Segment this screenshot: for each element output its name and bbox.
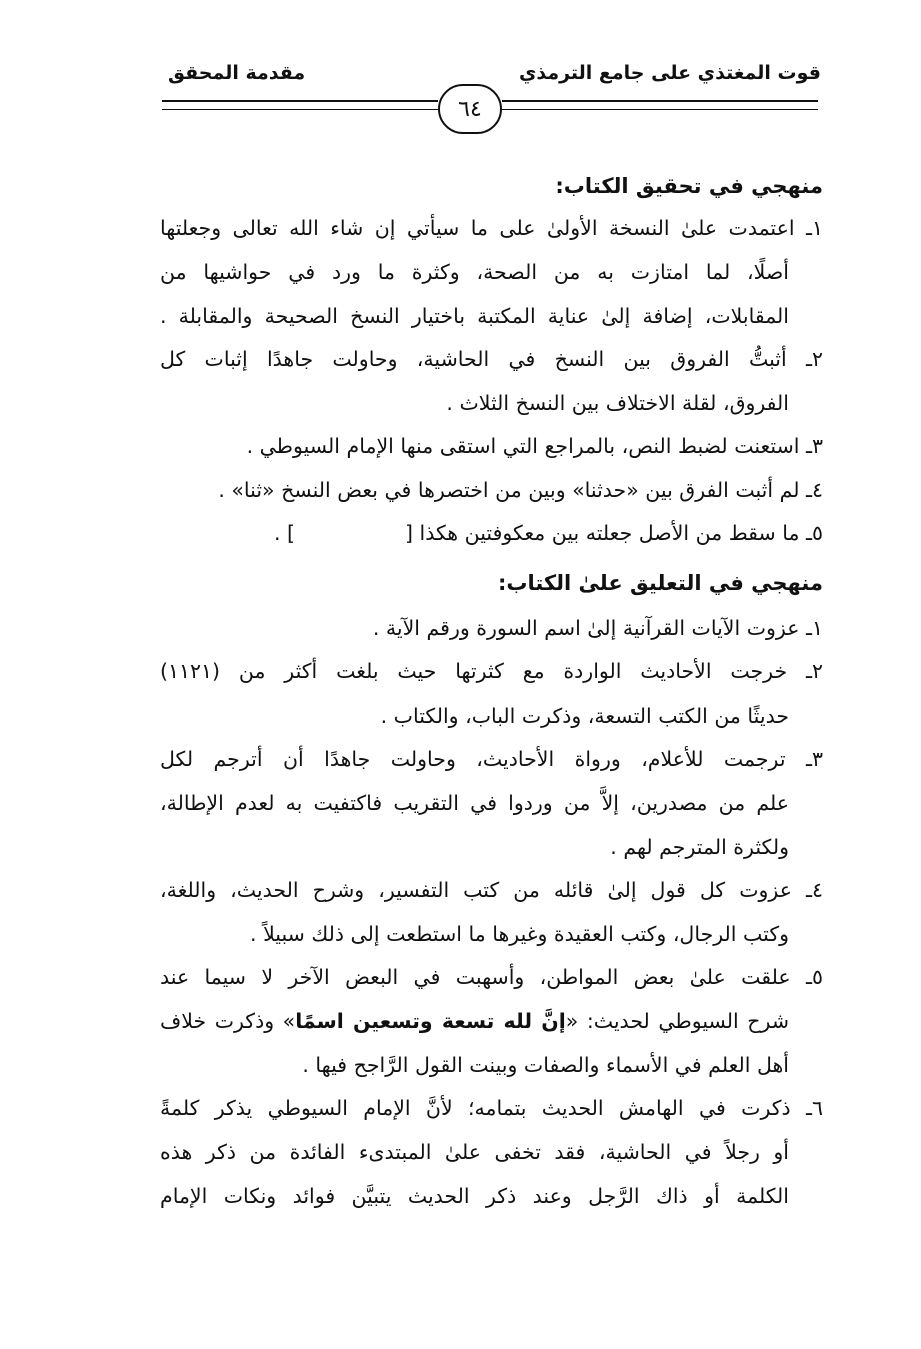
- bracket-line-end: ] .: [273, 521, 296, 545]
- hadith-outro: » وذكرت خلاف: [160, 1009, 296, 1033]
- paragraph-line: ٥ـ علقت علىٰ بعض المواطن، وأسهبت في البعض الآخر لا سيما عند: [160, 965, 823, 989]
- paragraph-line: أو رجلاً في الحاشية، فقد تخفى علىٰ المبتدىء الفائدة من ذكر هذه: [160, 1140, 789, 1164]
- paragraph-line: أصلًا، لما امتازت به من الصحة، وكثرة ما ورد في حواشيها من: [160, 260, 789, 284]
- section-heading-verification: منهجي في تحقيق الكتاب:: [555, 174, 823, 198]
- hadith-intro: شرح السيوطي لحديث: «: [565, 1009, 790, 1033]
- paragraph-line: ٢ـ أثبتُّ الفروق بين النسخ في الحاشية، وحاولت جاهدًا إثبات كل: [160, 347, 823, 371]
- page-number: ٦٤: [438, 84, 502, 134]
- paragraph-line: ٤ـ عزوت كل قول إلىٰ قائله من كتب التفسير، وشرح الحديث، واللغة،: [160, 878, 823, 902]
- header-rule-left-top: [162, 100, 438, 102]
- paragraph-line: ٦ـ ذكرت في الهامش الحديث بتمامه؛ لأنَّ الإمام السيوطي يذكر كلمةً: [160, 1096, 823, 1120]
- section-heading-commentary: منهجي في التعليق علىٰ الكتاب:: [497, 571, 823, 595]
- paragraph-line: حديثًا من الكتب التسعة، وذكرت الباب، والكتاب .: [380, 704, 789, 728]
- paragraph-line: المقابلات، إضافة إلىٰ عناية المكتبة باختيار النسخ الصحيحة والمقابلة .: [160, 304, 789, 328]
- bracket-line-text: ٥ـ ما سقط من الأصل جعلته بين معكوفتين هكذا [: [405, 521, 823, 545]
- paragraph-line-hadith: [160, 1005, 789, 1037]
- paragraph-line: [160, 517, 823, 549]
- paragraph-line: ولكثرة المترجم لهم .: [610, 835, 789, 859]
- paragraph-line: ٣ـ ترجمت للأعلام، ورواة الأحاديث، وحاولت جاهدًا أن أترجم لكل: [160, 747, 823, 771]
- hadith-quote: إنَّ لله تسعة وتسعين اسمًا: [295, 1009, 566, 1033]
- paragraph-line: علم من مصدرين، إلاَّ من وردوا في التقريب فاكتفيت به لعدم الإطالة،: [160, 791, 789, 815]
- paragraph-line: ١ـ عزوت الآيات القرآنية إلىٰ اسم السورة ورقم الآية .: [372, 616, 823, 640]
- paragraph-line: الفروق، لقلة الاختلاف بين النسخ الثلاث .: [446, 391, 789, 415]
- running-head-section-title: مقدمة المحقق: [168, 62, 306, 84]
- header-rule-right-bottom: [502, 109, 818, 110]
- running-head-book-title: قوت المغتذي على جامع الترمذي: [518, 62, 821, 84]
- paragraph-line: أهل العلم في الأسماء والصفات وبينت القول الرَّاجح فيها .: [302, 1053, 789, 1077]
- header-rule-left-bottom: [162, 109, 438, 110]
- paragraph-line: ٤ـ لم أثبت الفرق بين «حدثنا» وبين من اختصرها في بعض النسخ «ثنا» .: [218, 478, 823, 502]
- paragraph-line: ٢ـ خرجت الأحاديث الواردة مع كثرتها حيث بلغت أكثر من (١١٢١): [160, 659, 823, 683]
- paragraph-line: وكتب الرجال، وكتب العقيدة وغيرها ما استطعت إلى ذلك سبيلاً .: [250, 922, 789, 946]
- header-rule-right-top: [502, 100, 818, 102]
- paragraph-line: الكلمة أو ذاك الرَّجل وعند ذكر الحديث يتبيَّن فوائد ونكات الإمام: [160, 1184, 789, 1208]
- paragraph-line: ٣ـ استعنت لضبط النص، بالمراجع التي استقى منها الإمام السيوطي .: [246, 434, 823, 458]
- paragraph-line: ١ـ اعتمدت علىٰ النسخة الأولىٰ على ما سيأتي إن شاء الله تعالى وجعلتها: [160, 216, 823, 240]
